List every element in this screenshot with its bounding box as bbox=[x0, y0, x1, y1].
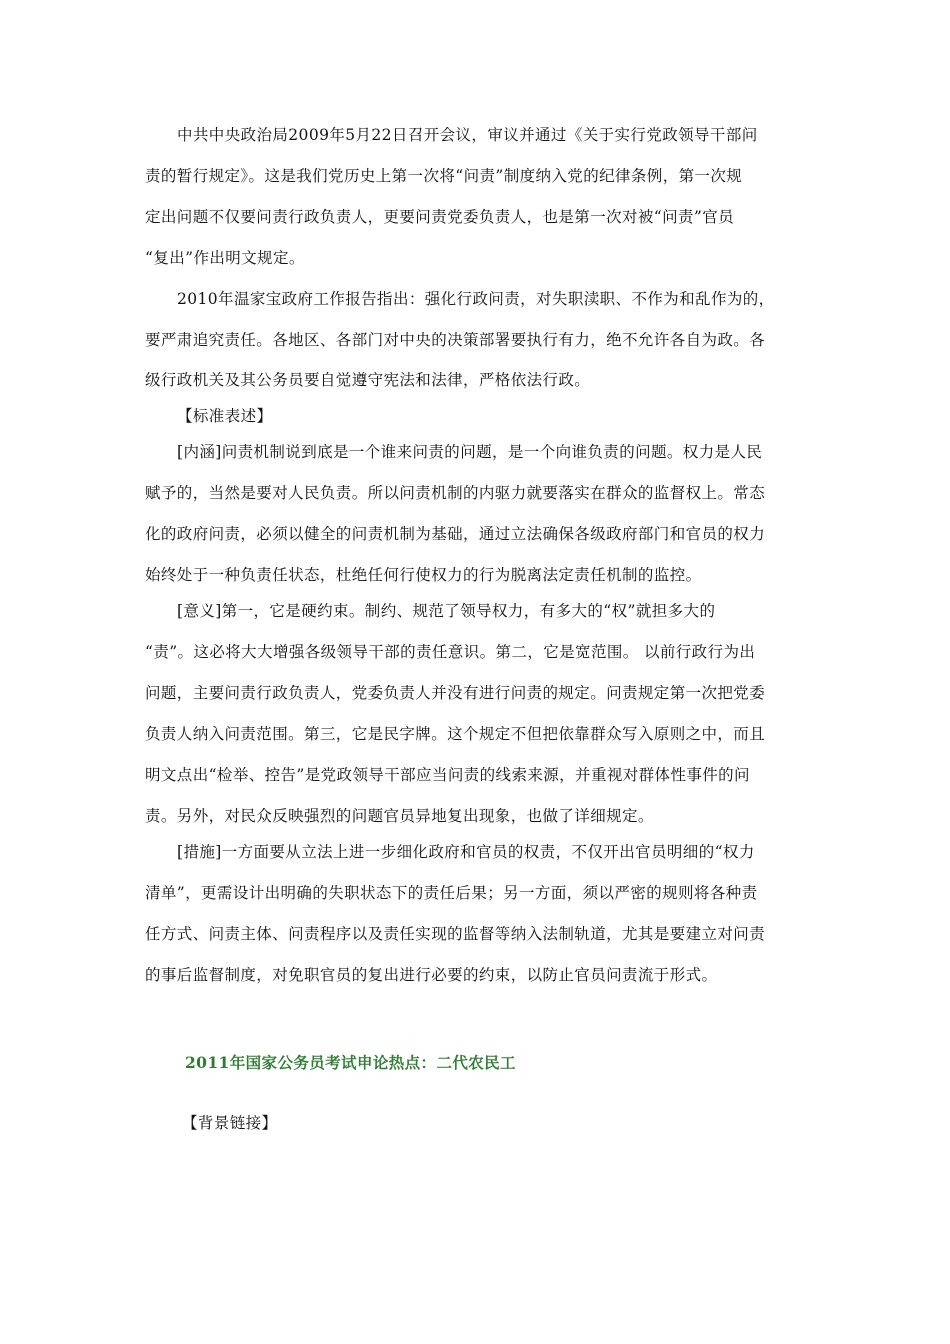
paragraph-line: 2010年温家宝政府工作报告指出：强化行政问责，对失职渎职、不作为和乱作为的， bbox=[177, 290, 775, 308]
paragraph-line: 问题，主要问责行政负责人，党委负责人并没有进行问责的规定。问责规定第一次把党委 bbox=[145, 684, 766, 702]
paragraph-line: 始终处于一种负责任状态，杜绝任何行使权力的行为脱离法定责任机制的监控。 bbox=[145, 566, 702, 584]
paragraph-line: [内涵]问责机制说到底是一个谁来问责的问题，是一个向谁负责的问题。权力是人民 bbox=[177, 443, 763, 461]
paragraph-line: [意义]第一，它是硬约束。制约、规范了领导权力，有多大的“权”就担多大的 bbox=[177, 602, 716, 620]
paragraph-line: 责的暂行规定》。这是我们党历史上第一次将“问责”制度纳入党的纪律条例，第一次规 bbox=[145, 167, 743, 185]
paragraph-line: 清单”，更需设计出明确的失职状态下的责任后果；另一方面，须以严密的规则将各种责 bbox=[145, 884, 758, 902]
paragraph-line: 定出问题不仅要问责行政负责人，更要问责党委负责人，也是第一次对被“问责”官员 bbox=[145, 208, 735, 226]
paragraph-line: 的事后监督制度，对免职官员的复出进行必要的约束，以防止官员问责流于形式。 bbox=[145, 966, 718, 984]
paragraph-line: 任方式、问责主体、问责程序以及责任实现的监督等纳入法制轨道，尤其是要建立对问责 bbox=[145, 925, 766, 943]
paragraph-line: 化的政府问责，必须以健全的问责机制为基础，通过立法确保各级政府部门和官员的权力 bbox=[145, 525, 766, 543]
paragraph-line: “复出”作出明文规定。 bbox=[145, 249, 305, 267]
paragraph-line: [措施]一方面要从立法上进一步细化政府和官员的权责，不仅开出官员明细的“权力 bbox=[177, 843, 755, 861]
paragraph-line: “责”。这必将大大增强各级领导干部的责任意识。第二，它是宽范围。 以前行政行为出 bbox=[145, 643, 756, 661]
paragraph-line: 要严肃追究责任。各地区、各部门对中央的决策部署要执行有力，绝不允许各自为政。各 bbox=[145, 331, 766, 349]
paragraph-line: 赋予的，当然是要对人民负责。所以问责机制的内驱力就要落实在群众的监督权上。常态 bbox=[145, 484, 766, 502]
section-label: 【背景链接】 bbox=[182, 1114, 278, 1132]
paragraph-line: 负责人纳入问责范围。第三，它是民字牌。这个规定不但把依靠群众写入原则之中，而且 bbox=[145, 725, 766, 743]
paragraph-line: 责。另外，对民众反映强烈的问题官员异地复出现象，也做了详细规定。 bbox=[145, 807, 654, 825]
paragraph-line: 级行政机关及其公务员要自觉遵守宪法和法律，严格依法行政。 bbox=[145, 371, 591, 389]
paragraph-line: 明文点出“检举、控告”是党政领导干部应当问责的线索来源，并重视对群体性事件的问 bbox=[145, 766, 750, 784]
paragraph-line: 中共中央政治局2009年5月22日召开会议，审议并通过《关于实行党政领导干部问 bbox=[177, 126, 758, 144]
section-heading: 2011年国家公务员考试申论热点：二代农民工 bbox=[185, 1053, 516, 1072]
section-label: 【标准表述】 bbox=[177, 407, 273, 425]
